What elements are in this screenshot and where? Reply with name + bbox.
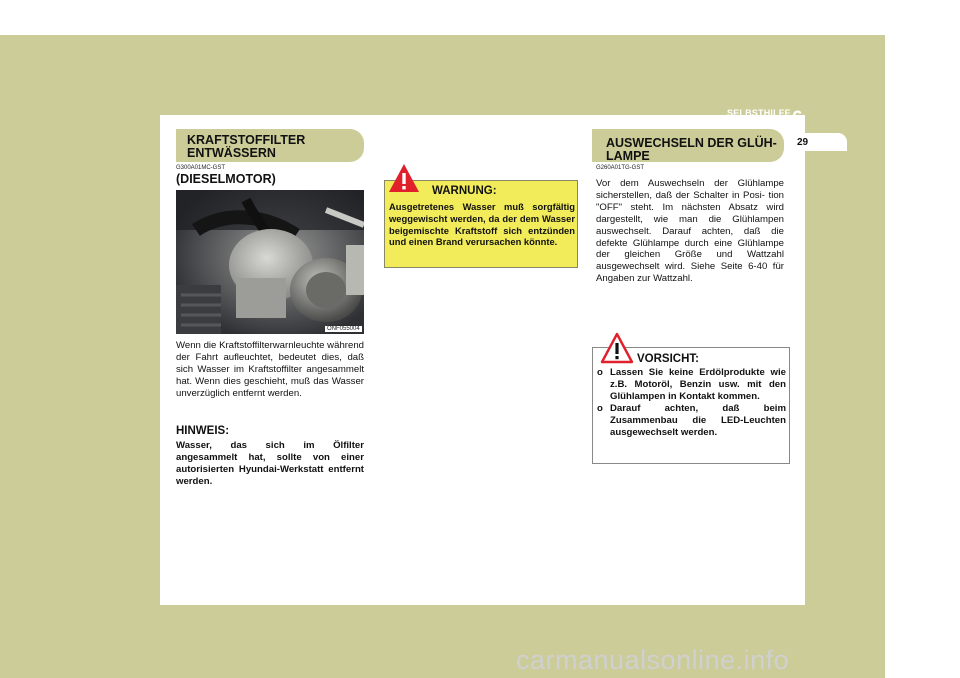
chapter-label: SELBSTHILFE [727, 108, 791, 118]
list-bullet: o [597, 402, 603, 414]
caution-triangle-icon [600, 332, 634, 364]
caution-item-text: Darauf achten, daß beim Zusammenbau die LED-Leuchten ausgewechselt werden. [610, 402, 786, 438]
section-heading-line: ENTWÄSSERN [187, 146, 276, 160]
watermark: carmanualsonline.info [516, 645, 790, 675]
caution-list [597, 367, 786, 438]
section-heading [187, 134, 305, 160]
caution-list-item [597, 403, 786, 439]
chapter-number: 6 [792, 108, 803, 129]
section-heading [606, 137, 777, 163]
section-code: G300A01MC-GST [176, 165, 226, 171]
warning-text: Ausgetretenes Wasser muß sorgfältig weggewischt werden, da der dem Wasser beigemischte Kraftstoff sich entzünden und einen Brand verursachen könnte. [389, 201, 575, 248]
section-heading-line: AUSWECHSELN DER GLÜH- [606, 136, 777, 150]
warning-title: WARNUNG: [432, 185, 497, 197]
caution-list-item [597, 367, 786, 403]
section-heading-line: LAMPE [606, 149, 650, 163]
note-title: HINWEIS: [176, 425, 230, 437]
note-text: Wasser, das sich im Ölfilter angesammelt hat, sollte von einer autorisierten Hyundai-Werkstatt entfernt werden. [176, 440, 364, 487]
page-number-tab [785, 133, 847, 151]
section-subheading: (DIESELMOTOR) [176, 172, 276, 186]
body-paragraph: Vor dem Auswechseln der Glühlampe sicherstellen, daß der Schalter in Posi- tion "OFF" steht. Im nächsten Absatz wird dargestellt, wie man die Glühlampen auswechselt. Darauf achten, daß die defekte Glühlampe durch eine Glühlampe der gleichen Größe und Wattzahl ausgewechselt wird. Siehe Seite 6-40 für Angaben zur Wattzahl. [596, 178, 784, 285]
section-code: G260A01TG-GST [596, 165, 645, 171]
caution-title: VORSICHT: [637, 353, 699, 365]
engine-photo [176, 190, 364, 334]
page-number: 29 [797, 137, 809, 148]
list-bullet: o [597, 367, 603, 378]
image-caption: ONF055004 [327, 326, 360, 332]
section-heading-line: KRAFTSTOFFILTER [187, 133, 306, 147]
warning-triangle-icon [388, 163, 420, 193]
body-paragraph: Wenn die Kraftstoffilterwarnleuchte während der Fahrt aufleuchtet, bedeutet dies, daß sich Wasser im Kraftstoffilter angesammelt hat. Wenn dies geschieht, muß das Wasser unverzüglich entfernt werden. [176, 340, 364, 399]
engine-photo-image [176, 190, 364, 334]
caution-item-text: Lassen Sie keine Erdölprodukte wie z.B. Motoröl, Benzin usw. mit den Glühlampen in Kontakt kommen. [610, 367, 786, 402]
